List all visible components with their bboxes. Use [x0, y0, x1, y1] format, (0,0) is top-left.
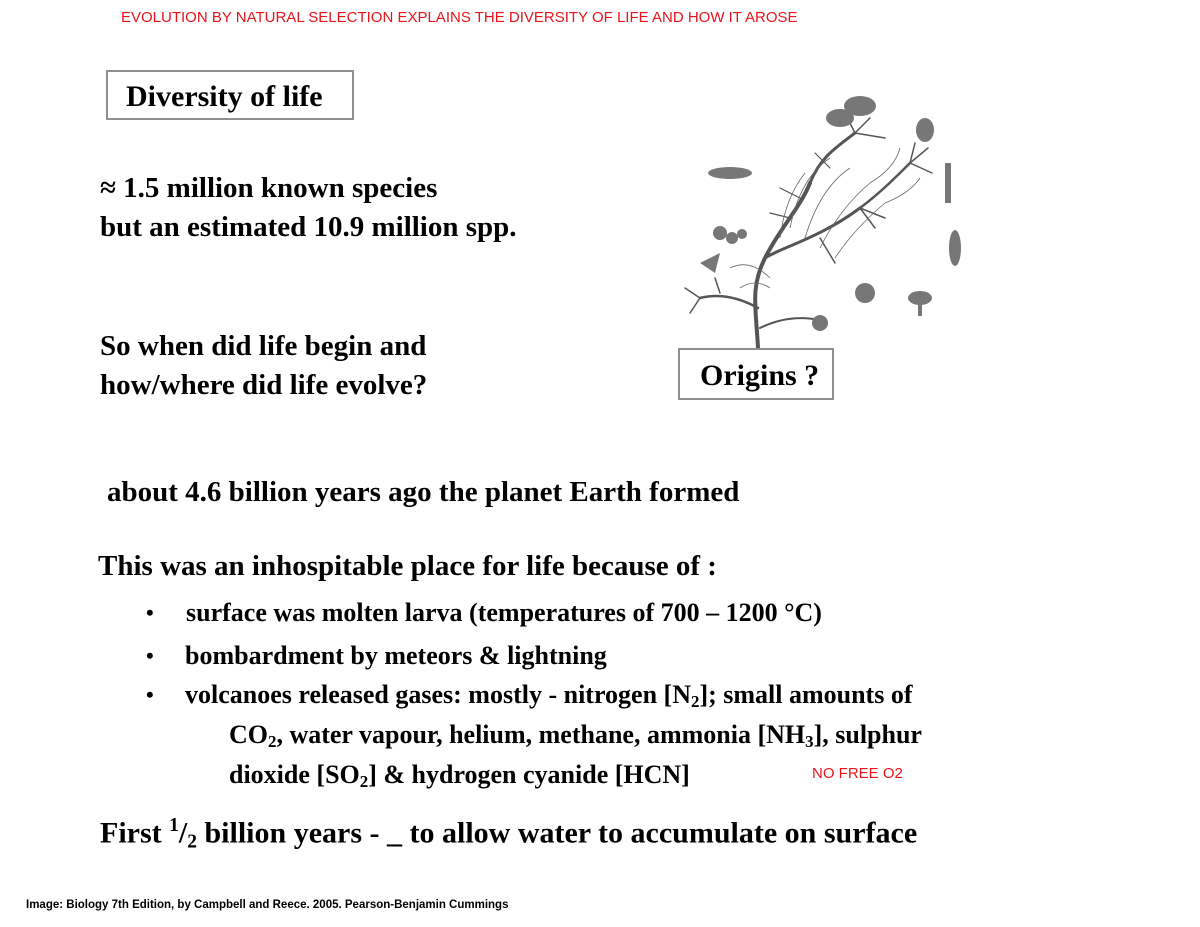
no-free-o2-note: NO FREE O2 — [812, 765, 903, 782]
fraction-slash: / — [178, 816, 188, 850]
bullet-icon: • — [146, 643, 154, 668]
bullet-icon: • — [146, 682, 154, 707]
question-line-1: So when did life begin and — [100, 330, 427, 362]
n2-subscript: 2 — [690, 692, 700, 712]
image-credit: Image: Biology 7th Edition, by Campbell and Reece. 2005. Pearson-Benjamin Cummings — [26, 899, 509, 911]
first-text: First — [100, 816, 170, 850]
origins-box: Origins ? — [678, 348, 834, 400]
diversity-of-life-box: Diversity of life — [106, 70, 354, 120]
species-line-2: but an estimated 10.9 million spp. — [100, 211, 517, 243]
bullet-bombardment: bombardment by meteors & lightning — [185, 641, 607, 670]
gases-mid-text: , water vapour, helium, methane, ammonia [NH — [276, 720, 806, 749]
volcano-gases-line-3 — [229, 760, 690, 792]
tree-of-life-illustration-icon — [670, 88, 990, 350]
inhospitable-heading: This was an inhospitable place for life because of : — [98, 550, 717, 582]
volcano-text-start: volcanoes released gases: mostly - nitrogen [N — [185, 680, 691, 709]
sulphur-text: ], sulphur — [813, 720, 922, 749]
fraction-numerator: 1 — [169, 815, 179, 836]
volcano-gases-line-2 — [229, 720, 922, 752]
fraction-denominator: 2 — [187, 831, 197, 853]
bullet-volcanoes — [185, 680, 913, 712]
volcano-text-end: ]; small amounts of — [699, 680, 913, 709]
dioxide-text: dioxide [SO — [229, 760, 360, 789]
co-text: CO — [229, 720, 268, 749]
hcn-text: ] & hydrogen cyanide [HCN] — [368, 760, 690, 789]
slide-title: EVOLUTION BY NATURAL SELECTION EXPLAINS THE DIVERSITY OF LIFE AND HOW IT AROSE — [121, 9, 798, 26]
bullet-molten-surface: surface was molten larva (temperatures of 700 – 1200 °C) — [186, 598, 822, 627]
so2-subscript: 2 — [359, 772, 369, 792]
question-line-2: how/where did life evolve? — [100, 369, 428, 401]
bullet-icon: • — [146, 600, 154, 625]
earth-formed-text: about 4.6 billion years ago the planet Earth formed — [107, 476, 740, 508]
water-accumulate-text: billion years - _ to allow water to accumulate on surface — [196, 816, 918, 850]
species-line-1: ≈ 1.5 million known species — [100, 172, 438, 204]
co2-subscript: 2 — [268, 732, 277, 752]
nh3-subscript: 3 — [805, 732, 814, 752]
first-half-billion-years — [100, 815, 917, 854]
